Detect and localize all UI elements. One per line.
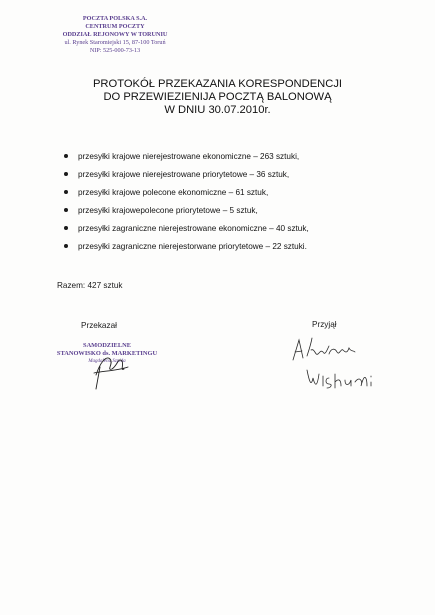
title-line-3: W DNIU 30.07.2010r.	[164, 104, 271, 116]
marketing-stamp-line-2: STANOWISKO ds. MARKETINGU	[56, 350, 158, 357]
stamp-line-2: CENTRUM POCZTY	[85, 23, 145, 30]
bullet-icon	[64, 154, 68, 158]
stamp-line-4: ul. Rynek Staromiejski 15, 87-100 Toruń	[64, 39, 166, 46]
post-office-stamp	[40, 15, 190, 55]
bullet-icon	[64, 190, 68, 194]
marketing-stamp-line-1: SAMODZIELNE	[83, 342, 131, 349]
list-item	[64, 224, 309, 242]
bullet-icon	[64, 244, 68, 248]
stamp-line-5: NIP: 525-000-73-13	[89, 47, 141, 54]
receiver-label: Przyjął	[312, 320, 337, 329]
total-count: Razem: 427 sztuk	[57, 281, 123, 290]
marketing-stamp-line-3: Magdalena Szpida	[88, 359, 126, 364]
list-item-text: przesyłki krajowe nierejestrowane priorytetowe – 36 sztuk,	[78, 170, 290, 179]
sender-signature	[66, 345, 146, 395]
list-item	[64, 170, 309, 188]
title-line-2: DO PRZEWIEZIENIJA POCZTĄ BALONOWĄ	[103, 91, 332, 103]
list-item	[64, 206, 309, 224]
document-title	[0, 78, 435, 117]
stamp-line-1: POCZTA POLSKA S.A.	[82, 15, 148, 22]
bullet-icon	[64, 172, 68, 176]
bullet-icon	[64, 208, 68, 212]
title-line-1: PROTOKÓŁ PRZEKAZANIA KORESPONDENCJI	[92, 78, 343, 90]
bullet-icon	[64, 226, 68, 230]
receiver-signature	[285, 330, 395, 400]
list-item	[64, 188, 309, 206]
list-item	[64, 242, 309, 260]
sender-label: Przekazał	[81, 321, 117, 330]
list-item-text: przesyłki krajowe polecone ekonomiczne – 61 sztuk,	[78, 188, 269, 197]
list-item-text: przesyłki zagraniczne nierejestrowane ekonomiczne – 40 sztuk,	[78, 224, 309, 233]
list-item-text: przesyłki krajowepolecone priorytetowe – 5 sztuk,	[78, 206, 258, 215]
shipment-list	[64, 152, 309, 260]
list-item-text: przesyłki zagraniczne nierejestorwane priorytetowe – 22 sztuki.	[78, 242, 307, 251]
stamp-line-3: ODDZIAŁ REJONOWY W TORUNIU	[62, 31, 168, 38]
list-item	[64, 152, 309, 170]
list-item-text: przesyłki krajowe nierejestrowane ekonomiczne – 263 sztuki,	[78, 152, 300, 161]
